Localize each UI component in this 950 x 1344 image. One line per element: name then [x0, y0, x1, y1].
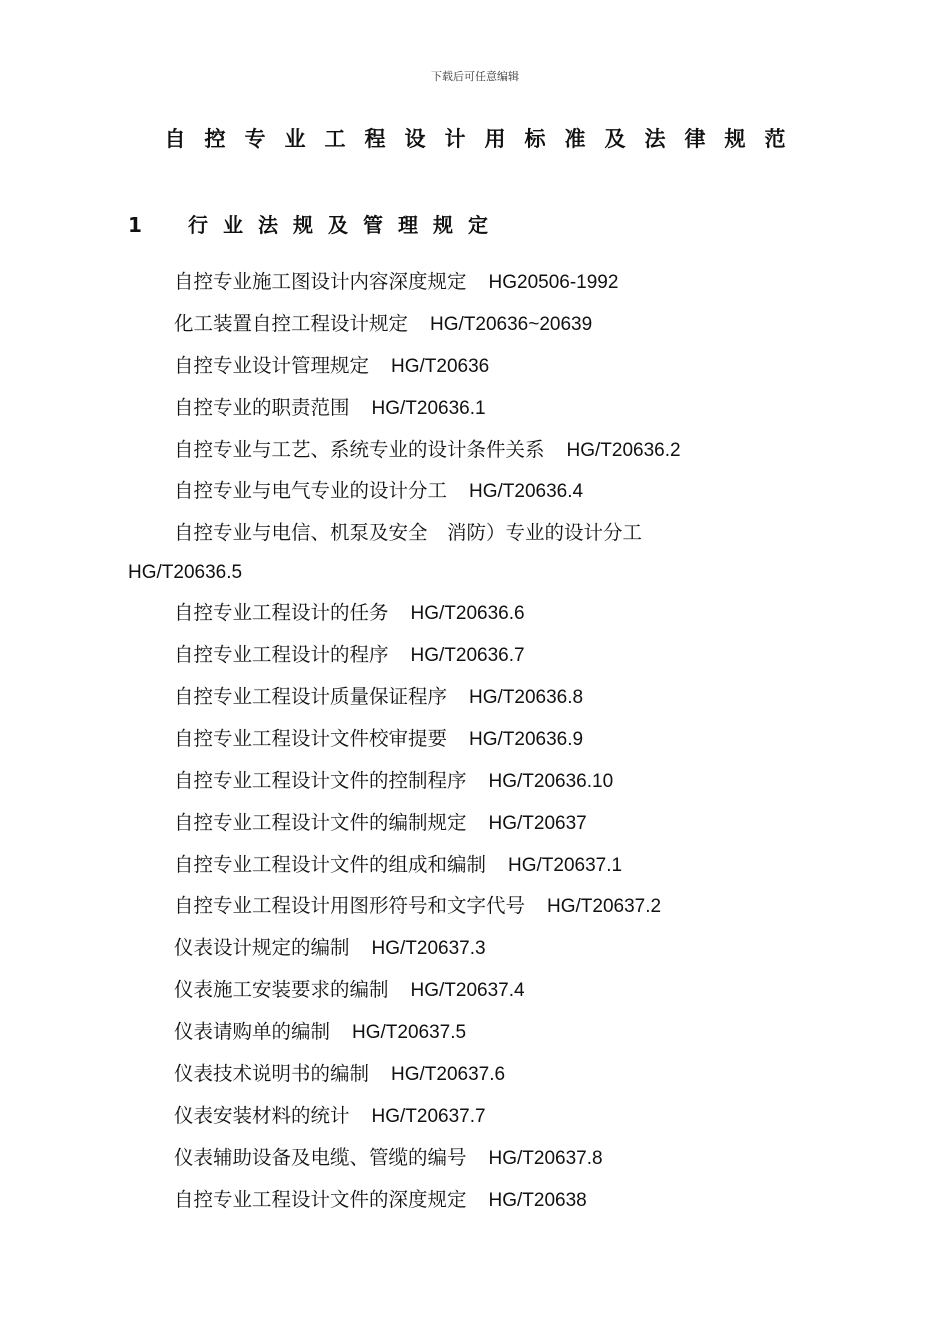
standard-code: HG/T20636.1 — [371, 397, 486, 419]
list-item — [128, 1053, 828, 1095]
standard-code: HG/T20636.10 — [488, 770, 614, 792]
list-item — [128, 592, 828, 634]
list-item — [128, 345, 828, 387]
standard-code: HG/T20636.9 — [469, 728, 584, 750]
standard-code: HG/T20637 — [488, 812, 587, 834]
standard-code: HG/T20637.6 — [391, 1064, 506, 1086]
list-item — [128, 303, 828, 345]
standard-name: 自控专业工程设计的任务 — [174, 601, 389, 625]
list-item — [128, 470, 828, 512]
list-item — [128, 429, 828, 471]
list-item — [128, 1137, 828, 1179]
section-heading — [128, 209, 503, 238]
standard-code: HG/T20636.7 — [410, 645, 525, 667]
standard-code: HG/T20636.4 — [469, 481, 584, 503]
document-title: 自控专业工程设计用标准及法律规范 — [164, 127, 805, 151]
standard-code: HG/T20637.5 — [352, 1022, 467, 1044]
standard-code: HG/T20637.7 — [371, 1105, 486, 1127]
standard-name: 仪表安装材料的统计 — [174, 1103, 350, 1127]
list-item — [128, 885, 828, 927]
standard-code: HG/T20636.2 — [566, 439, 681, 461]
standard-code: HG/T20637.2 — [547, 896, 662, 918]
list-item — [128, 387, 828, 429]
list-item — [128, 1095, 828, 1137]
list-item — [128, 261, 828, 303]
standard-code: HG/T20636~20639 — [430, 313, 593, 335]
standard-name: 仪表辅助设备及电缆、管缆的编号 — [174, 1145, 467, 1169]
standard-name: 自控专业工程设计文件的组成和编制 — [174, 852, 487, 876]
standard-code: HG/T20637.3 — [371, 938, 486, 960]
list-item — [128, 844, 828, 886]
list-item — [128, 927, 828, 969]
standard-name: 自控专业与工艺、系统专业的设计条件关系 — [174, 437, 545, 461]
standard-name: 自控专业工程设计文件校审提要 — [174, 726, 448, 750]
standard-name: 自控专业设计管理规定 — [174, 353, 370, 377]
list-item — [128, 718, 828, 760]
header-note: 下载后可任意编辑 — [431, 70, 519, 83]
list-item — [128, 634, 828, 676]
standard-name: 仪表技术说明书的编制 — [174, 1062, 370, 1086]
standard-name: 自控专业工程设计文件的编制规定 — [174, 810, 467, 834]
standard-code: HG/T20637.1 — [508, 854, 623, 876]
standard-code: HG/T20636.8 — [469, 687, 584, 709]
standard-code: HG/T20636.6 — [410, 603, 525, 625]
standard-name: 自控专业工程设计文件的控制程序 — [174, 768, 467, 792]
list-item — [128, 512, 828, 592]
standards-list — [128, 261, 828, 1221]
list-item — [128, 1179, 828, 1221]
standard-code: HG/T20637.8 — [488, 1147, 603, 1169]
standard-code: HG/T20636 — [391, 355, 490, 377]
standard-name: 仪表设计规定的编制 — [174, 936, 350, 960]
standard-name: 自控专业工程设计用图形符号和文字代号 — [174, 894, 526, 918]
list-item — [128, 969, 828, 1011]
section-number: 1 — [128, 213, 142, 237]
standard-code: HG20506-1992 — [488, 272, 619, 293]
standard-name: 自控专业与电气专业的设计分工 — [174, 479, 448, 503]
standard-code: HG/T20636.5 — [128, 562, 243, 584]
standard-code: HG/T20638 — [488, 1189, 587, 1211]
section-title: 行业法规及管理规定 — [188, 213, 503, 237]
standard-name: 仪表施工安装要求的编制 — [174, 978, 389, 1002]
list-item — [128, 676, 828, 718]
standard-name: 化工装置自控工程设计规定 — [174, 311, 409, 335]
standard-name: 自控专业的职责范围 — [174, 395, 350, 419]
standard-code: HG/T20637.4 — [410, 980, 525, 1002]
standard-name: 仪表请购单的编制 — [174, 1020, 331, 1044]
standard-name: 自控专业工程设计的程序 — [174, 643, 389, 667]
list-item — [128, 760, 828, 802]
standard-name: 自控专业与电信、机泵及安全 消防）专业的设计分工 — [174, 521, 643, 545]
standard-name: 自控专业工程设计文件的深度规定 — [174, 1187, 467, 1211]
standard-name: 自控专业施工图设计内容深度规定 — [174, 270, 467, 293]
standard-name: 自控专业工程设计质量保证程序 — [174, 685, 448, 709]
list-item — [128, 1011, 828, 1053]
list-item — [128, 802, 828, 844]
